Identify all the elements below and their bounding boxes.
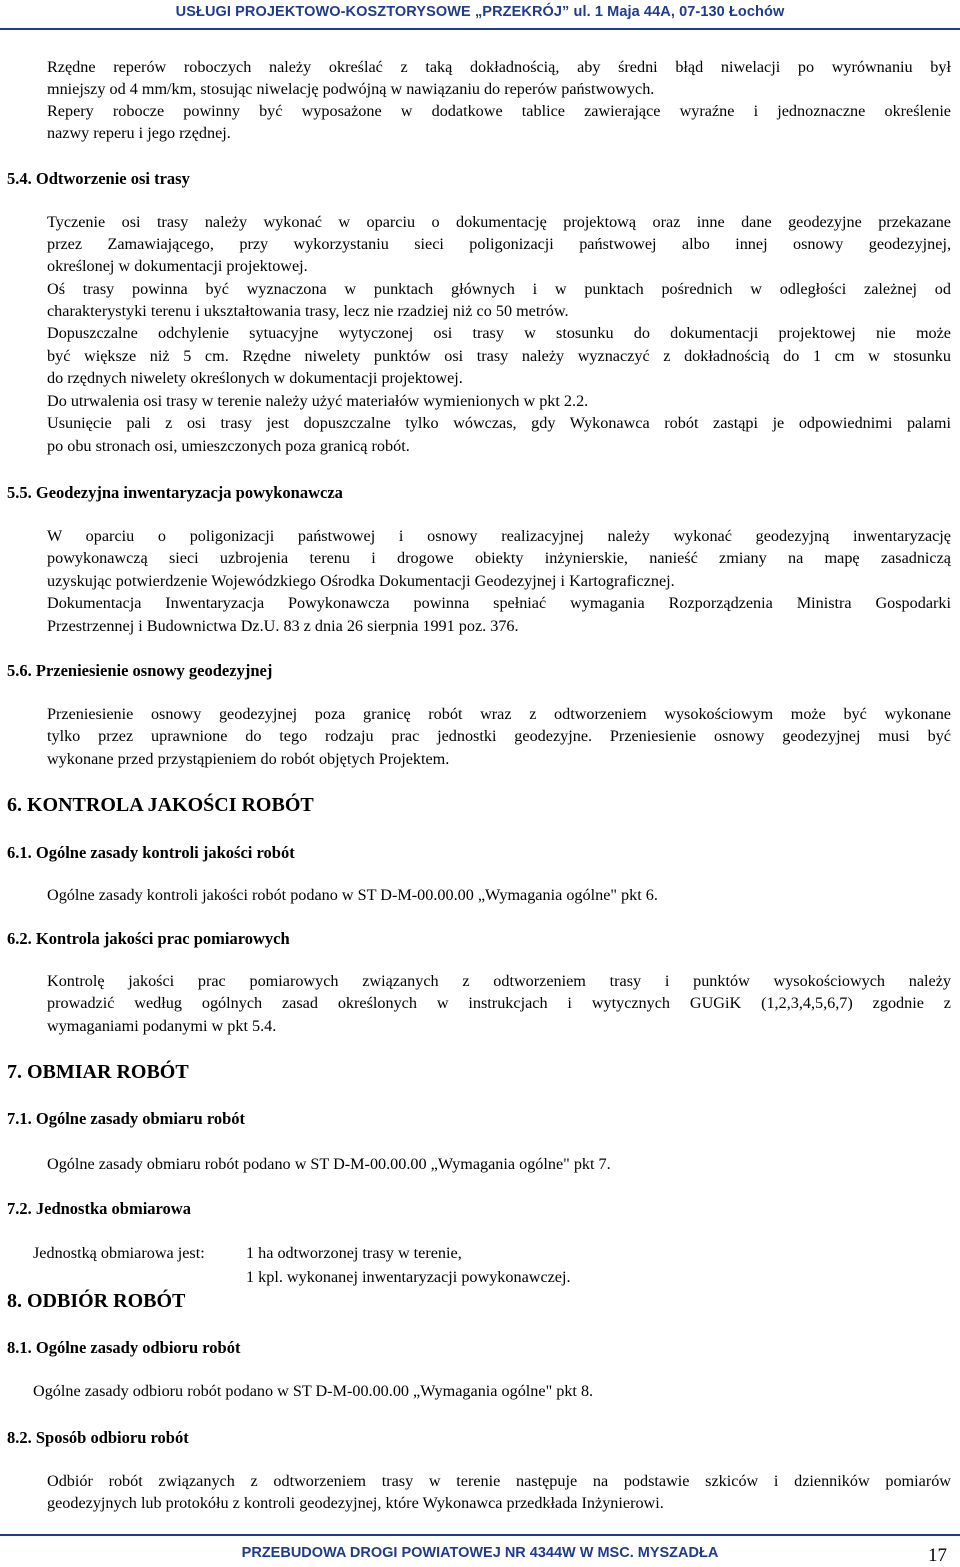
- s54-line-7: być większe niż 5 cm. Rzędne niwelety punktów osi trasy należy wyznaczyć z dokładnością do 1 cm w stosunku: [47, 347, 951, 365]
- s54-line-3: określonej w dokumentacji projektowej.: [47, 257, 308, 275]
- intro-line-2: mniejszy od 4 mm/km, stosując niwelację podwójną w nawiązaniu do reperów państwowych.: [47, 80, 655, 98]
- s61-text: Ogólne zasady kontroli jakości robót podano w ST D-M-00.00.00 „Wymagania ogólne" pkt 6.: [47, 886, 658, 904]
- s54-line-8: do rzędnych niwelety określonych w dokumentacji projektowej.: [47, 369, 463, 387]
- s54-line-11: po obu stronach osi, umieszczonych poza granicą robót.: [47, 437, 410, 455]
- page-header: [0, 0, 960, 30]
- s56-line-3: wykonane przed przystąpieniem do robót objętych Projektem.: [47, 750, 450, 768]
- s54-line-9: Do utrwalenia osi trasy w terenie należy użyć materiałów wymienionych w pkt 2.2.: [47, 392, 589, 410]
- header-rule: [0, 28, 960, 30]
- s72-label: Jednostką obmiarowa jest:: [33, 1244, 205, 1262]
- s82-line-1: Odbiór robót związanych z odtworzeniem trasy w terenie następuje na podstawie szkiców i dzienników pomiarów: [47, 1472, 951, 1490]
- intro-line-1: Rzędne reperów roboczych należy określać z taką dokładnością, aby średni błąd niwelacji po wyrównaniu był: [47, 58, 951, 76]
- s54-line-4: Oś trasy powinna być wyznaczona w punktach głównych i w punktach pośrednich w odległości zależnej od: [47, 280, 951, 298]
- s54-line-5: charakterystyki terenu i ukształtowania trasy, lecz nie rzadziej niż co 50 metrów.: [47, 302, 569, 320]
- s54-line-1: Tyczenie osi trasy należy wykonać w oparciu o dokumentację projektową oraz inne dane geodezyjne przekazane: [47, 213, 951, 231]
- footer-text: PRZEBUDOWA DROGI POWIATOWEJ NR 4344W W MSC. MYSZADŁA: [241, 1545, 719, 1561]
- heading-7: 7. OBMIAR ROBÓT: [7, 1061, 189, 1083]
- s82-line-2: geodezyjnych lub protokółu z kontroli geodezyjnej, które Wykonawca przedkłada Inżynierowi.: [47, 1494, 664, 1512]
- heading-8: 8. ODBIÓR ROBÓT: [7, 1290, 186, 1312]
- heading-6-2: 6.2. Kontrola jakości prac pomiarowych: [7, 929, 290, 948]
- s55-line-2: powykonawczą sieci uzbrojenia terenu i drogowe obiekty inżynierskie, nanieść zmiany na mapę zasadniczą: [47, 549, 951, 567]
- s81-text: Ogólne zasady odbioru robót podano w ST D-M-00.00.00 „Wymagania ogólne" pkt 8.: [33, 1382, 594, 1400]
- s55-line-5: Przestrzennej i Budownictwa Dz.U. 83 z dnia 26 sierpnia 1991 poz. 376.: [47, 617, 519, 635]
- heading-7-1: 7.1. Ogólne zasady obmiaru robót: [7, 1109, 246, 1128]
- heading-7-2: 7.2. Jednostka obmiarowa: [7, 1199, 191, 1218]
- page-number: 17: [928, 1545, 947, 1566]
- s62-line-1: Kontrolę jakości prac pomiarowych związanych z odtworzeniem trasy i punktów wysokościowych należy: [47, 972, 951, 990]
- s56-line-1: Przeniesienie osnowy geodezyjnej poza granicę robót wraz z odtworzeniem wysokościowym może być wykonane: [47, 705, 951, 723]
- heading-5-6: 5.6. Przeniesienie osnowy geodezyjnej: [7, 661, 273, 680]
- s54-line-10: Usunięcie pali z osi trasy jest dopuszczalne tylko wówczas, gdy Wykonawca robót zastąpi je odpowiednimi palami: [47, 414, 951, 432]
- heading-5-4: 5.4. Odtworzenie osi trasy: [7, 169, 190, 188]
- s55-line-3: uzyskując potwierdzenie Wojewódzkiego Ośrodka Dokumentacji Geodezyjnej i Kartograficznej.: [47, 572, 675, 590]
- heading-8-1: 8.1. Ogólne zasady odbioru robót: [7, 1338, 241, 1357]
- s71-text: Ogólne zasady obmiaru robót podano w ST D-M-00.00.00 „Wymagania ogólne" pkt 7.: [47, 1155, 611, 1173]
- s72-line-1: 1 ha odtworzonej trasy w terenie,: [246, 1244, 462, 1262]
- s55-line-4: Dokumentacja Inwentaryzacja Powykonawcza powinna spełniać wymagania Rozporządzenia Ministra Gospodarki: [47, 594, 951, 612]
- s54-line-2: przez Zamawiającego, przy wykorzystaniu sieci poligonizacji państwowej albo innej osnowy geodezyjnej,: [47, 235, 951, 253]
- s56-line-2: tylko przez uprawnione do tego rodzaju prac jednostki geodezyjne. Przeniesienie osnowy geodezyjnej musi być: [47, 727, 951, 745]
- footer-rule: [0, 1534, 960, 1536]
- heading-6: 6. KONTROLA JAKOŚCI ROBÓT: [7, 794, 314, 816]
- header-text: USŁUGI PROJEKTOWO-KOSZTORYSOWE „PRZEKRÓJ” ul. 1 Maja 44A, 07-130 Łochów: [175, 4, 785, 20]
- s72-line-2: 1 kpl. wykonanej inwentaryzacji powykonawczej.: [246, 1268, 571, 1286]
- s62-line-2: prowadzić według ogólnych zasad określonych w instrukcjach i wytycznych GUGiK (1,2,3,4,5,6,7) zgodnie z: [47, 994, 951, 1012]
- intro-line-3: Repery robocze powinny być wyposażone w dodatkowe tablice zawierające wyraźne i jednoznaczne określenie: [47, 102, 951, 120]
- s55-line-1: W oparciu o poligonizacji państwowej i osnowy realizacyjnej należy wykonać geodezyjną inwentaryzację: [47, 527, 951, 545]
- intro-line-4: nazwy reperu i jego rzędnej.: [47, 124, 231, 142]
- s62-line-3: wymaganiami podanymi w pkt 5.4.: [47, 1017, 277, 1035]
- heading-6-1: 6.1. Ogólne zasady kontroli jakości robót: [7, 843, 295, 862]
- heading-8-2: 8.2. Sposób odbioru robót: [7, 1428, 189, 1447]
- heading-5-5: 5.5. Geodezyjna inwentaryzacja powykonawcza: [7, 483, 343, 502]
- s54-line-6: Dopuszczalne odchylenie sytuacyjne wytyczonej osi trasy w stosunku do dokumentacji projektowej nie może: [47, 324, 951, 342]
